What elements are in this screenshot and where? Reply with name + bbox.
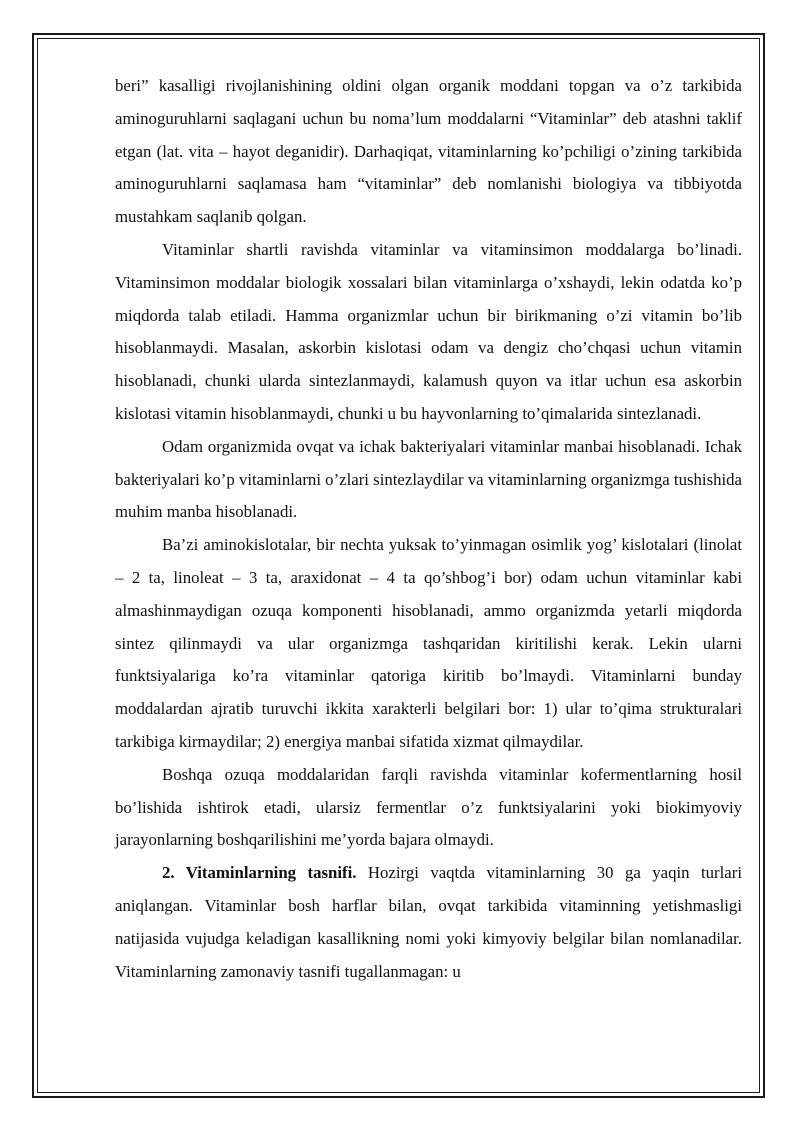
- paragraph-text: Boshqa ozuqa moddalaridan farqli ravishda vitaminlar kofermentlarning hosil bo’lishida ishtirok etadi, ularsiz fermentlar o’z funktsiyalarini yoki biokimyoviy jarayonlarning boshqarilishini me’yorda bajara olmaydi.: [115, 764, 742, 850]
- section-heading: 2. Vitaminlarning tasnifi.: [162, 863, 357, 883]
- paragraph-text: Odam organizmida ovqat va ichak bakteriyalari vitaminlar manbai hisoblanadi. Ichak bakteriyalari ko’p vitaminlarni o’zlari sintezlaydilar va vitaminlarning organizmga tushishida muhim manba hisoblanadi.: [115, 436, 742, 522]
- paragraph-text: Ba’zi aminokislotalar, bir nechta yuksak to’yinmagan osimlik yog’ kislotalari (linolat – 2 ta, linoleat – 3 ta, araxidonat – 4 ta qo’shbog’i bor) odam uchun vitaminlar kabi almashinmaydigan ozuqa komponenti hisoblanadi, ammo organizmda yetarli miqdorda sintez qilinmaydi va ular organizmga tashqaridan kiritilishi kerak. Lekin ularni funktsiyalariga ko’ra vitaminlar qatoriga kiritib bo’lmaydi. Vitaminlarni bunday moddalardan ajratib turuvchi ikkita xarakterli belgilari bor: 1) ular to’qima strukturalari tarkibiga kirmaydilar; 2) energiya manbai sifatida xizmat qilmaydilar.: [115, 535, 742, 751]
- paragraph: [115, 759, 742, 857]
- paragraph: [115, 431, 742, 529]
- paragraph: [115, 857, 742, 988]
- paragraph: [115, 70, 742, 234]
- paragraph: [115, 234, 742, 431]
- paragraph-text: Hozirgi vaqtda vitaminlarning 30 ga yaqin turlari aniqlangan. Vitaminlar bosh harflar bilan, ovqat tarkibida vitaminning yetishmasligi natijasida vujudga keladigan kasallikning nomi yoki kimyoviy belgilar bilan nomlanadilar. Vitaminlarning zamonaviy tasnifi tugallanmagan: u: [115, 863, 742, 981]
- paragraph-text: Vitaminlar shartli ravishda vitaminlar va vitaminsimon moddalarga bo’linadi. Vitaminsimon moddalar biologik xossalari bilan vitaminlarga o’xshaydi, lekin odatda ko’p miqdorda talab etiladi. Hamma organizmlar uchun bir birikmaning o’zi vitamin bo’lib hisoblanmaydi. Masalan, askorbin kislotasi odam va dengiz cho’chqasi uchun vitamin hisoblanadi, chunki ularda sintezlanmaydi, kalamush quyon va itlar uchun esa askorbin kislotasi vitamin hisoblanmaydi, chunki u bu hayvonlarning to’qimalarida sintezlanadi.: [115, 239, 742, 423]
- body-text: [115, 70, 742, 988]
- paragraph-text: beri” kasalligi rivojlanishining oldini olgan organik moddani topgan va o’z tarkibida aminoguruhlarni saqlagani uchun bu noma’lum moddalarni “Vitaminlar” deb atashni taklif etgan (lat. vita – hayot deganidir). Darhaqiqat, vitaminlarning ko’pchiligi o’zining tarkibida aminoguruhlarni saqlamasa ham “vitaminlar” deb nomlanishi biologiya va tibbiyotda mustahkam saqlanib qolgan.: [115, 76, 742, 227]
- paragraph: [115, 529, 742, 759]
